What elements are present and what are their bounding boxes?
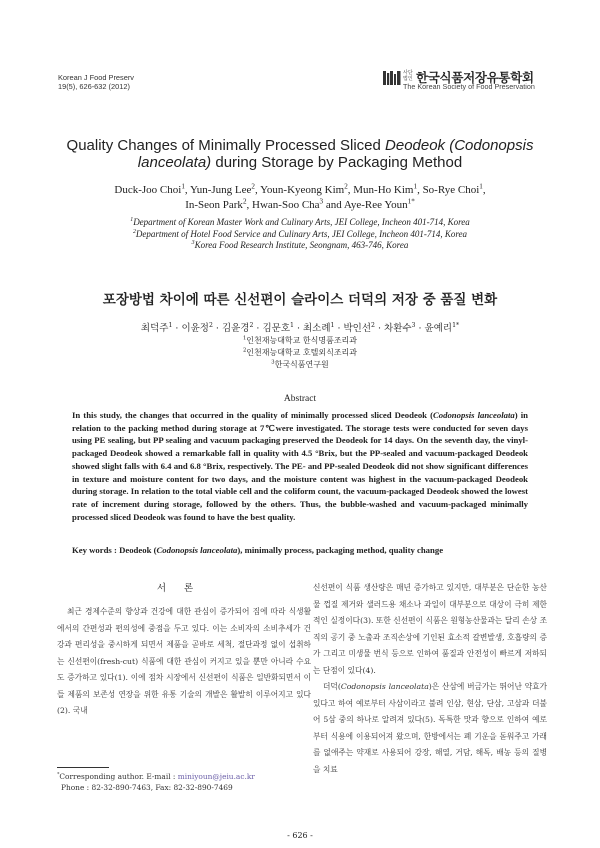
author-name: Yun-Jung Lee	[189, 184, 252, 196]
author-name: So-Rye Choi	[422, 184, 480, 196]
page-number: - 626 -	[287, 831, 313, 840]
author-line-2: In-Seon Park$^2$, Hwan-Soo Cha$^3$ and Aye-Ree Youn$^{1*}$	[185, 197, 415, 211]
title-line-1: Quality Changes of Minimally Processed Sliced Deodeok (Codonopsis	[66, 137, 534, 154]
title-line-2: lanceolata) during Storage by Packaging Method	[137, 154, 463, 171]
korean-author-sup: 2	[371, 321, 375, 329]
korean-author-name: 최소례	[302, 323, 331, 334]
korean-title: 포장방법 차이에 따른 신선편이 슬라이스 더덕의 저장 중 품질 변화	[102, 292, 498, 308]
korean-author-name: 이윤정	[181, 323, 209, 334]
paper-title	[40, 137, 560, 171]
intro-col2-paragraph-2: 더덕(Codonopsis lanceolata)은 산삼에 버금가는 뛰어난 약효가 있다고 하여 예로부터 사삼이라고 불려 인삼, 현삼, 단삼, 고삼과 더불어 5삼 중의 하나로 알려져 있다(5). 독특한 맛과 향으로 인하여 예로부터 식용에 이용되어져 왔으며, 한방에서는 폐 기운을 돋워주고 가래를 없애주는 약재로 사용되어 강장, 해열, 거담, 해독, 배농 등의 질병을 치료	[313, 682, 547, 774]
author-sup: 2	[251, 182, 255, 191]
society-logo-small-text: 사단법인	[403, 70, 413, 82]
footnote-rule	[57, 767, 109, 768]
affiliation-text: Department of Hotel Food Service and Culinary Arts, JEI College, Incheon 401-714, Korea	[135, 228, 468, 239]
author-sup: 1	[181, 182, 185, 191]
affiliation-sup: 1	[130, 217, 134, 223]
korean-author-sup: 1	[330, 321, 335, 329]
society-logo-icon	[382, 68, 402, 88]
affiliation-line	[40, 240, 560, 252]
intro-heading: 서론	[156, 583, 212, 594]
korean-affiliation-sup: 3	[271, 359, 275, 366]
abstract-body: In this study, the changes that occurred in the quality of minimally processed sliced Deodeok (Codonopsis lanceolata) in relation to the packing method during storage at 7℃were investigated. The storage tests were conducted for seven days using PE sealing, but PP sealing and vacuum packaging preserved the Deodeok for 14 days. On the seventh day, the vinyl-packaged Deodeok showed a remarkable fall in quality with 4.5 °Brix, but the PP-sealed and vacuum-packaged Deodeok showed slight falls with 6.4 and 6.8 °Brix, respectively. The PE- and PP-sealed Deodeok did not show significant differences in texture and moisture content for two days, and the moisture content was highest in the vacuum-packaged Deodeok during storage. In relation to the total viable cell and the coliform count, the vacuum-packaged Deodeok showed the lowest rate of increment during storage, followed by the others. Thus, the bubble-washed and vacuum-packaged minimally processed sliced Deodeok was found to have the best quality.	[72, 410, 528, 522]
author-list	[40, 183, 560, 213]
korean-affiliation-text: 인천재능대학교 한식명품조리과	[246, 336, 358, 345]
abstract-heading: Abstract	[283, 394, 317, 404]
journal-info	[58, 73, 134, 91]
korean-affiliation-line	[40, 359, 560, 371]
korean-affiliation-line	[40, 335, 560, 347]
korean-author-list: 최덕주$^1$ · 이윤정$^2$ · 김윤경$^2$ · 김문호$^1$ · 최소례$^1$ · 박인선$^2$ · 차환수$^3$ · 윤예리$^{1*}$	[140, 321, 460, 334]
affiliation-line	[40, 229, 560, 241]
affiliation-line	[40, 217, 560, 229]
author-sup: 1	[479, 182, 483, 191]
affiliation-text: Korea Food Research Institute, Seongnam, 463-746, Korea	[194, 240, 409, 250]
intro-column-1	[57, 604, 311, 720]
korean-affiliation-sup: 2	[242, 347, 247, 354]
korean-author-name: 차환수	[384, 323, 412, 334]
korean-affiliation-sup: 1	[242, 335, 247, 342]
intro-column-2	[313, 580, 547, 778]
korean-author-sup: 1	[290, 321, 294, 329]
affiliation-text: Department of Korean Master Work and Culinary Arts, JEI College, Incheon 401-714, Korea	[133, 217, 470, 227]
author-sup: 3	[319, 197, 324, 206]
author-sup: 1	[413, 182, 418, 191]
korean-author-name: 최덕주	[140, 323, 169, 334]
author-name: Mun-Ho Kim	[353, 184, 414, 196]
author-name: Duck-Joo Choi	[114, 184, 182, 196]
author-sup: 2	[242, 197, 247, 206]
affiliation-list	[40, 217, 560, 252]
korean-affiliation-text: 한국식품연구원	[274, 360, 329, 369]
korean-author-name: 김윤경	[221, 323, 250, 334]
korean-affiliation-line	[40, 347, 560, 359]
phone-fax: Phone : 82-32-890-7463, Fax: 82-32-890-7469	[61, 782, 233, 792]
author-name: Hwan-Soo Cha	[252, 199, 320, 211]
korean-author-sup: 1*	[452, 321, 460, 329]
korean-affiliation-list	[40, 335, 560, 371]
korean-affiliation-text: 인천재능대학교 호텔외식조리과	[246, 348, 358, 357]
journal-name: Korean J Food Preserv	[58, 73, 134, 82]
affiliation-sup: 2	[132, 228, 136, 235]
email-link[interactable]: miniyoun@jeiu.ac.kr	[177, 772, 255, 781]
footnote	[57, 772, 255, 793]
korean-author-name: 김문호	[262, 323, 290, 334]
korean-author-sup: 3	[411, 321, 416, 329]
korean-author-sup: 2	[249, 321, 254, 329]
corresponding-author: *Corresponding author. E-mail : miniyoun@jeiu.ac.kr	[57, 772, 255, 781]
author-name: In-Seon Park	[185, 199, 243, 211]
author-line-1: Duck-Joo Choi$^1$, Yun-Jung Lee$^2$, Youn-Kyeong Kim$^2$, Mun-Ho Kim$^1$, So-Rye Choi$^1$,	[114, 182, 486, 196]
intro-col2-paragraph-1: 신선편이 식품 생산량은 매년 증가하고 있지만, 대부분은 단순한 농산물 껍질 제거와 샐러드용 채소나 과일이 대부분으로 대상이 극히 제한적인 실정이다(3). 또한 신선편이 식품은 원형농산물과는 달리 손상 조직의 공기 중 노출과 조직손상에 기인된 효소적 갈변발생, 호흡량의 증가 그리고 미생물 번식 등으로 인하여 품질과 안전성이 빠르게 저하되는 단점이 있다(4).	[313, 583, 547, 675]
intro-col1-paragraph: 최근 경제수준의 향상과 건강에 대한 관심이 증가되어 짐에 따라 식생활에서의 간편성과 편의성에 중점을 두고 있다. 이는 소비자의 소비추세가 건강과 편리성을 중시하게 되면서 제품을 곧바로 세척, 절단과정 없이 섭취하는 신선편이(fresh-cut) 식품에 대한 관심이 커지고 있을 뿐만 아니라 수요도 증가하고 있다(1). 이에 점차 시장에서 신선편이 식품은 일반화되면서 이들 제품의 보존성 연장을 위한 유통 기술의 개발은 활발히 이루어지고 있다(2). 국내	[57, 607, 311, 715]
affiliation-sup: 3	[191, 240, 195, 246]
korean-author-name: 박인선	[343, 323, 372, 334]
author-name: Youn-Kyeong Kim	[260, 184, 345, 196]
author-sup: 2	[344, 182, 348, 191]
journal-citation: 19(5), 626-632 (2012)	[58, 82, 130, 91]
korean-author-sup: 2	[208, 321, 213, 329]
korean-author-sup: 1	[168, 321, 173, 329]
society-english-name: The Korean Society of Food Preservation	[403, 82, 535, 91]
korean-author-name: 윤예리	[424, 323, 453, 334]
keywords: Key words : Deodeok (Codonopsis lanceolata), minimally process, packaging method, quality change	[72, 545, 444, 555]
author-sup: 1*	[407, 197, 415, 206]
author-name: Aye-Ree Youn	[343, 199, 408, 211]
society-korean-name: 한국식품저장유통학회	[416, 70, 534, 85]
